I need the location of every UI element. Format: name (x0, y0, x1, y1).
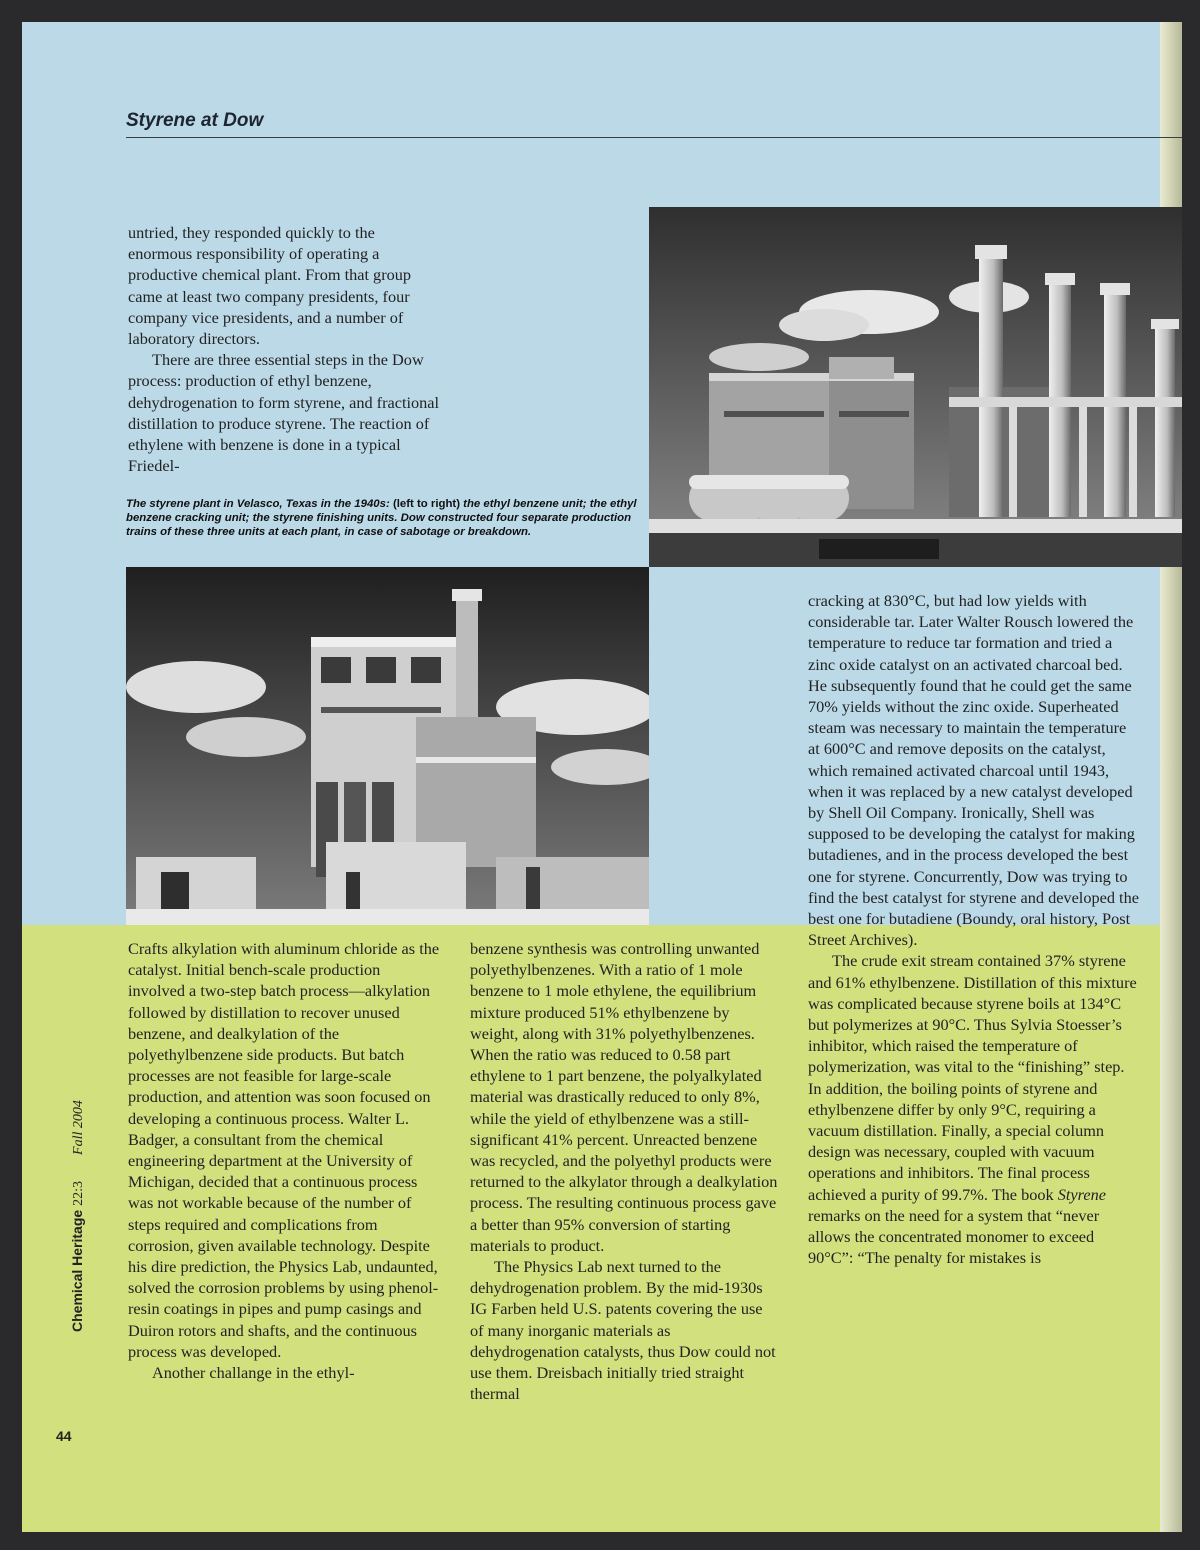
paragraph: Crafts alkylation with aluminum chloride as the catalyst. Initial bench-scale production involved a two-step batch process—alkylation followed by distillation to recover unused benzene, and dealkylation of the polyethylbenzene side products. But batch processes are not feasible for large-scale production, and attention was soon focused on developing a continuous process. Walter L. Badger, a consultant from the chemical engineering department at the University of Michigan, decided that a continuous process was not workable because of the number of steps required and complications from corrosion, given available technology. Despite his dire prediction, the Physics Lab, undaunted, solved the corrosion problems by using phenol-resin coatings in pipes and pump casings and Duiron rotors and shafts, and the continuous process was developed. (128, 939, 440, 1361)
page-number: 44 (56, 1428, 72, 1444)
issue-number: 22:3 (71, 1180, 86, 1206)
article-column-2 (470, 938, 778, 1404)
header-rule (126, 137, 1182, 138)
paragraph: cracking at 830°C, but had low yields with considerable tar. Later Walter Rousch lowered the temperature to reduce tar formation and tried a zinc oxide catalyst on an activated charcoal bed. He subsequently found that he could get the same 70% yields without the zinc oxide. Superheated steam was necessary to maintain the temperature at 600°C and remove deposits on the catalyst, which remained activated charcoal until 1943, when it was replaced by a new catalyst developed by Shell Oil Company. Ironically, Shell was supposed to be developing the catalyst for making butadienes, and in the process developed the best one for styrene. Concurrently, Dow was trying to find the best catalyst for styrene and developed the best one for butadiene (Boundy, oral history, Post Street Archives). (808, 591, 1139, 950)
paragraph-text: remarks on the need for a system that “never allows the concentrated monomer to exceed 90°C”: “The penalty for mistakes is (808, 1205, 1100, 1268)
magazine-page (22, 22, 1182, 1532)
book-title: Styrene (1057, 1184, 1106, 1204)
plant-photo-cracking-towers (649, 207, 1182, 567)
caption-parenthetical: (left to right) (389, 498, 464, 510)
plant-photo-finishing-unit (126, 567, 649, 925)
paragraph: There are three essential steps in the Dow process: production of ethyl benzene, dehydrogenation to form styrene, and fractional distillation to produce styrene. The reaction of ethylene with benzene is done in a typical Friedel- (128, 350, 440, 476)
paragraph (808, 950, 1140, 1268)
paragraph: Another challange in the ethyl- (152, 1363, 355, 1383)
issue-season: Fall 2004 (71, 1100, 86, 1155)
publication-name: Chemical Heritage (69, 1209, 85, 1332)
paragraph: benzene synthesis was controlling unwanted polyethylbenzenes. With a ratio of 1 mole benzene to 1 mole ethylene, the equilibrium mixture produced 51% ethylbenzene by weight, along with 31% polyethylbenzenes. When the ratio was reduced to 0.58 part ethylene to 1 part benzene, the polyalkylated material was drastically reduced to only 8%, while the yield of ethylbenzene was a still-significant 41% percent. Unreacted benzene was recycled, and the polyethyl products were returned to the alkylator through a dealkylation process. The resulting continuous process gave a better than 95% conversion of starting materials to product. (470, 939, 778, 1255)
photo-caption (126, 498, 646, 539)
article-column-1-bottom (128, 938, 440, 1383)
paragraph: The Physics Lab next turned to the dehydrogenation problem. By the mid-1930s IG Farben held U.S. patents covering the use of many inorganic materials as dehydrogenation catalysts, thus Dow could not use them. Dreisbach initially tried straight thermal (470, 1257, 776, 1404)
paragraph-text: The crude exit stream contained 37% styrene and 61% ethylbenzene. Distillation of this mixture was complicated because styrene boils at 134°C but polymerizes at 90°C. Thus Sylvia Stoesser’s inhibitor, which raised the temperature of polymerization, was vital to the “finishing” step. In addition, the boiling points of styrene and ethylbenzene differ by only 9°C, requiring a vacuum distillation. Finally, a special column design was necessary, coupled with vacuum operations and inhibitors. The final process achieved a purity of 99.7%. The book (808, 951, 1137, 1204)
caption-body: the ethyl benzene unit; the ethyl benzene cracking unit; the styrene finishing units. Dow constructed four separate production trains of these three units at each plant, in case of sabotage or breakdown. (126, 498, 637, 538)
caption-lead: The styrene plant in Velasco, Texas in the 1940s: (126, 498, 390, 510)
plant-photo-finishing-unit-image (126, 567, 649, 925)
paragraph: untried, they responded quickly to the enormous responsibility of operating a productive chemical plant. From that group came at least two company presidents, four company vice presidents, and a number of laboratory directors. (128, 223, 412, 349)
plant-photo-cracking-towers-image (649, 207, 1182, 567)
article-column-3 (808, 590, 1140, 1269)
running-header-title: Styrene at Dow (126, 110, 264, 131)
article-column-1-top (128, 222, 440, 476)
vertical-publication-credit (69, 1032, 87, 1332)
